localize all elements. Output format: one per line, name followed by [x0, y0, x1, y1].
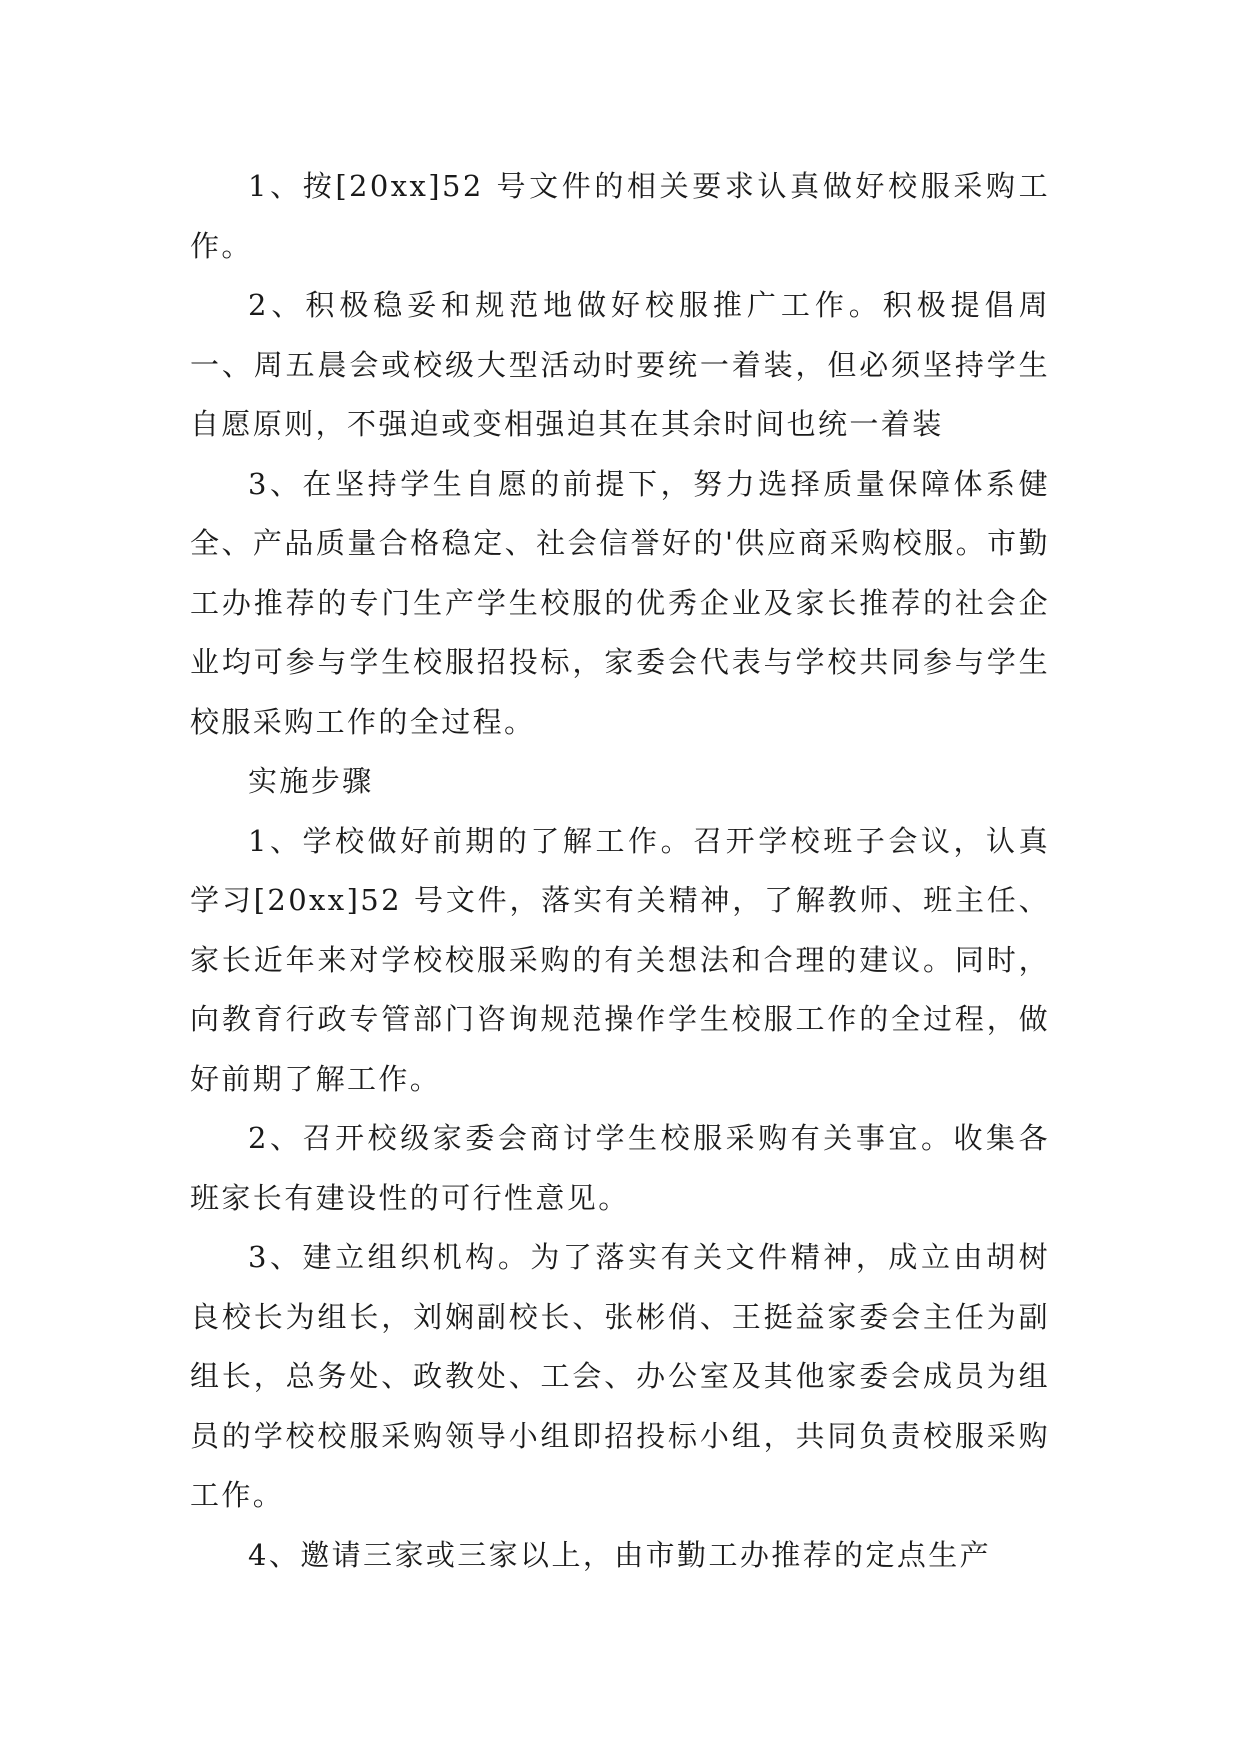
- document-body: [190, 157, 1050, 1585]
- section-heading-steps: 实施步骤: [248, 764, 374, 798]
- paragraph-step-4: 4、邀请三家或三家以上，由市勤工办推荐的定点生产: [248, 1537, 992, 1572]
- paragraph-item-2-promotion: 2、积极稳妥和规范地做好校服推广工作。积极提倡周一、周五晨会或校级大型活动时要统一着装，但必须坚持学生自愿原则，不强迫或变相强迫其在其余时间也统一着装: [190, 288, 1050, 441]
- paragraph-step-1: 1、学校做好前期的了解工作。召开学校班子会议，认真学习[20xx]52 号文件，落实有关精神，了解教师、班主任、家长近年来对学校校服采购的有关想法和合理的建议。同时，向教育行政专管部门咨询规范操作学生校服工作的全过程，做好前期了解工作。: [190, 823, 1050, 1096]
- paragraph-item-3-supplier: 3、在坚持学生自愿的前提下，努力选择质量保障体系健全、产品质量合格稳定、社会信誉好的'供应商采购校服。市勤工办推荐的专门生产学生校服的优秀企业及家长推荐的社会企业均可参与学生校服招投标，家委会代表与学校共同参与学生校服采购工作的全过程。: [190, 466, 1050, 739]
- paragraph-step-3: 3、建立组织机构。为了落实有关文件精神，成立由胡树良校长为组长，刘娴副校长、张彬俏、王挺益家委会主任为副组长，总务处、政教处、工会、办公室及其他家委会成员为组员的学校校服采购领导小组即招投标小组，共同负责校服采购工作。: [190, 1240, 1050, 1512]
- paragraph-item-1-procurement: 1、按[20xx]52 号文件的相关要求认真做好校服采购工作。: [190, 169, 1050, 263]
- paragraph-step-2: 2、召开校级家委会商讨学生校服采购有关事宜。收集各班家长有建设性的可行性意见。: [190, 1121, 1050, 1215]
